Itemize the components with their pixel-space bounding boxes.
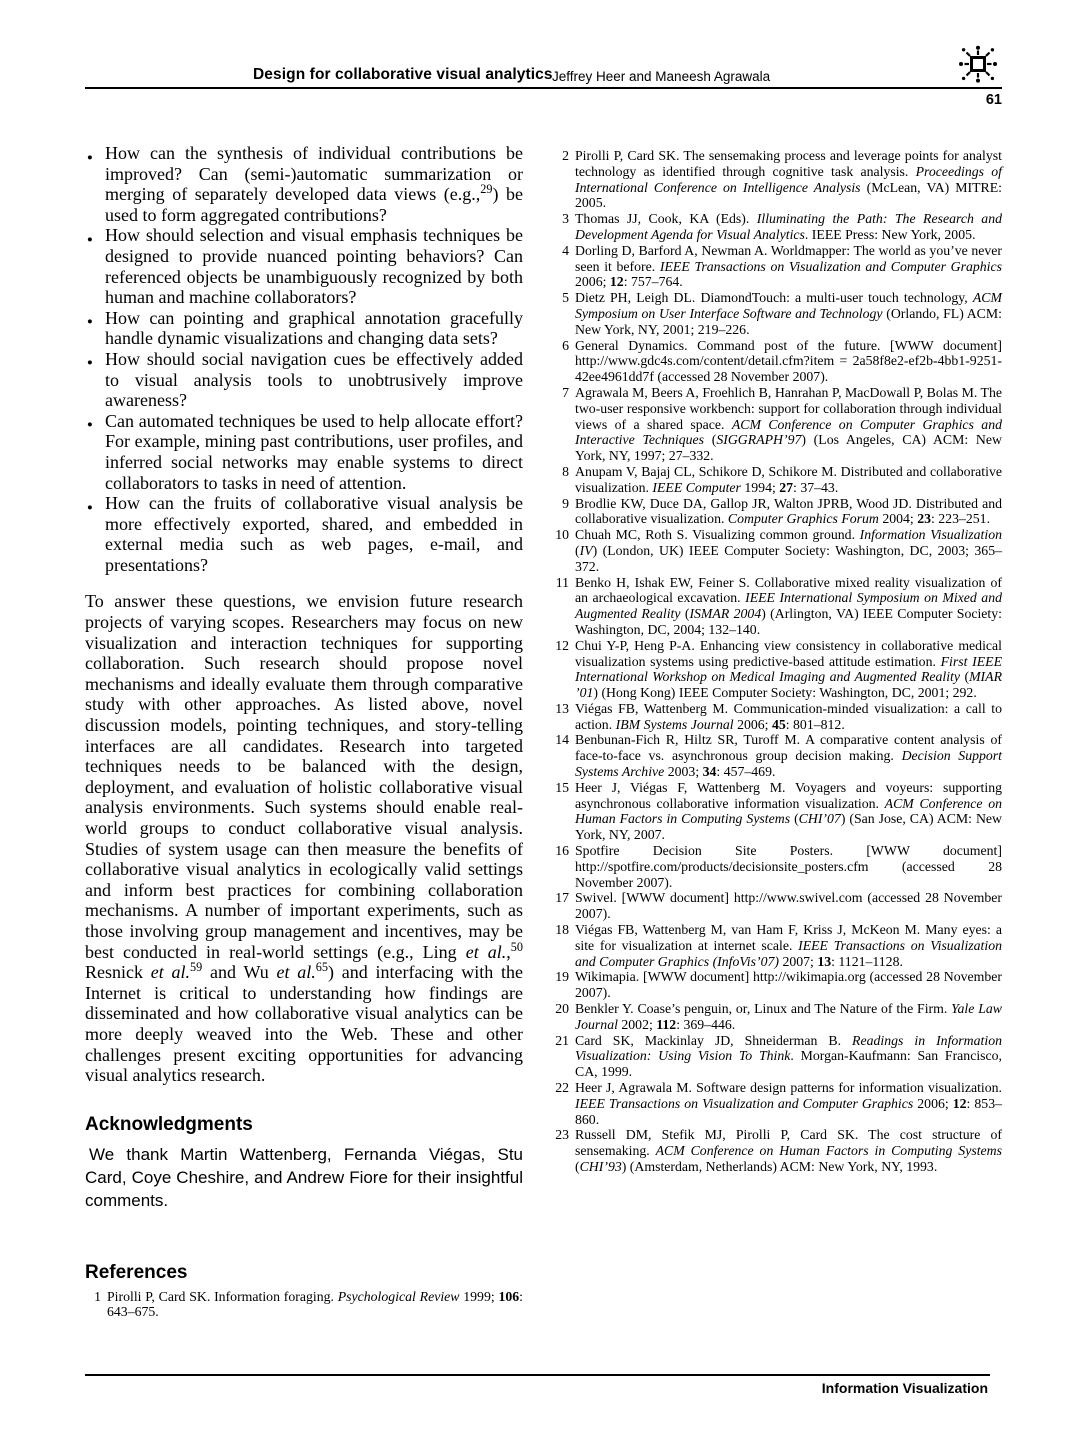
reference-number: 15 — [555, 779, 569, 795]
reference-item — [553, 1001, 1002, 1033]
reference-text: General Dynamics. Command post of the future. [WWW document] http://www.gdc4s.com/content/detail.cfm?item = 2a58f8e2-ef2b-4bb1-9251-42ee4961dd7f (accessed 28 November 2007). — [575, 337, 1002, 385]
reference-number: 19 — [555, 969, 569, 985]
reference-item — [553, 211, 1002, 243]
reference-item — [553, 496, 1002, 528]
reference-item — [553, 969, 1002, 1001]
reference-item — [85, 1289, 523, 1321]
reference-number: 18 — [555, 922, 569, 938]
reference-text: Heer J, Viégas F, Wattenberg M. Voyagers and voyeurs: supporting asynchronous collaborative information visualization. ACM Conference on Human Factors in Computing Systems (CHI’07) (San Jose, CA) ACM: New York, NY, 2007. — [575, 779, 1003, 843]
bullet-text: How should social navigation cues be effectively added to visual analysis tools to unobtrusively improve awareness? — [105, 348, 523, 411]
reference-text: Heer J, Agrawala M. Software design patterns for information visualization. IEEE Transactions on Visualization and Computer Graphics 2006; 12: 853–860. — [575, 1080, 1002, 1127]
reference-text: Thomas JJ, Cook, KA (Eds). Illuminating the Path: The Research and Development Agenda for Visual Analytics. IEEE Press: New York, 2005. — [575, 211, 1003, 242]
reference-text: Benkler Y. Coase’s penguin, or, Linux and The Nature of the Firm. Yale Law Journal 2002; 112: 369–446. — [575, 1001, 1002, 1032]
reference-item — [553, 385, 1002, 464]
bullet-text: How should selection and visual emphasis techniques be designed to provide nuanced pointing behaviors? Can referenced objects be unambiguously recognized by both human and machine collaborators? — [105, 225, 523, 308]
reference-item — [553, 527, 1002, 574]
running-head-authors: Jeffrey Heer and Maneesh Agrawala — [552, 69, 771, 84]
reference-number: 17 — [555, 890, 569, 906]
question-bullet-item — [85, 493, 523, 575]
reference-number: 11 — [555, 574, 569, 590]
reference-item — [553, 464, 1002, 496]
reference-text: Anupam V, Bajaj CL, Schikore D, Schikore M. Distributed and collaborative visualization. IEEE Computer 1994; 27: 37–43. — [575, 463, 1002, 495]
reference-item — [553, 843, 1002, 890]
reference-text: Chuah MC, Roth S. Visualizing common ground. Information Visualization (IV) (London, UK) IEEE Computer Society: Washington, DC, 2003; 365–372. — [575, 527, 1003, 574]
acknowledgments-heading: Acknowledgments — [85, 1113, 253, 1135]
question-bullet-item — [85, 411, 523, 493]
references-list-left — [85, 1289, 523, 1321]
journal-name: Information Visualization — [821, 1380, 988, 1396]
reference-item — [553, 732, 1002, 779]
header-rule — [85, 87, 1002, 89]
page-number: 61 — [985, 92, 1002, 108]
footer-rule — [85, 1374, 990, 1376]
reference-text: Spotfire Decision Site Posters. [WWW document] http://spotfire.com/products/decisionsite_posters.cfm (accessed 28 November 2007). — [575, 843, 1002, 890]
reference-text: Russell DM, Stefik MJ, Pirolli P, Card SK. The cost structure of sensemaking. ACM Conference on Human Factors in Computing Systems (CHI’93) (Amsterdam, Netherlands) ACM: New York, NY, 1993. — [575, 1127, 1002, 1174]
bullet-text: How can the synthesis of individual contributions be improved? Can (semi-)automatic summarization or merging of separately developed data views (e.g.,$^{29}$) be used to form aggregated contributions? — [105, 143, 524, 225]
question-bullet-item — [85, 308, 523, 349]
question-bullet-item — [85, 349, 523, 411]
reference-number: 20 — [555, 1001, 569, 1017]
reference-text: Chui Y-P, Heng P-A. Enhancing view consistency in collaborative medical visualization systems using predictive-based attitude estimation. First IEEE International Workshop on Medical Imaging and Augmented Reality (MIAR ’01) (Hong Kong) IEEE Computer Society: Washington, DC, 2001; 292. — [575, 637, 1003, 701]
reference-item — [553, 701, 1002, 733]
reference-text: Dorling D, Barford A, Newman A. Worldmapper: The world as you’ve never seen it before. IEEE Transactions on Visualization and Computer Graphics 2006; 12: 757–764. — [575, 242, 1002, 290]
reference-number: 1 — [94, 1288, 101, 1304]
reference-number: 10 — [555, 527, 569, 543]
references-heading: References — [85, 1261, 188, 1283]
reference-text: Benbunan-Fich R, Hiltz SR, Turoff M. A comparative content analysis of face-to-face vs. asynchronous group decision making. Decision Support Systems Archive 2003; 34: 457–469. — [575, 732, 1003, 780]
references-list-right — [553, 148, 1002, 1175]
reference-item — [553, 780, 1002, 843]
bullet-text: How can the fruits of collaborative visual analysis be more effectively exported, shared, and embedded in external media such as web pages, e-mail, and presentations? — [105, 493, 523, 575]
reference-number: 12 — [555, 637, 569, 653]
question-bullet-item — [85, 143, 523, 225]
reference-text: Dietz PH, Leigh DL. DiamondTouch: a multi-user touch technology, ACM Symposium on User Interface Software and Technology (Orlando, FL) ACM: New York, NY, 2001; 219–226. — [575, 290, 1002, 337]
reference-text: Pirolli P, Card SK. Information foraging. Psychological Review 1999; 106: 643–675. — [107, 1288, 523, 1320]
reference-text: Card SK, Mackinlay JD, Shneiderman B. Readings in Information Visualization: Using Vision To Think. Morgan-Kaufmann: San Francisco, CA, 1999. — [575, 1032, 1003, 1080]
reference-text: Viégas FB, Wattenberg M. Communication-minded visualization: a call to action. IBM Systems Journal 2006; 45: 801–812. — [575, 700, 1002, 732]
reference-item — [553, 338, 1002, 385]
body-paragraph: To answer these questions, we envision future research projects of varying scopes. Researchers may focus on new visualization and interaction techniques for supporting collaboration. Such research should propose novel mechanisms and ideally evaluate them through comparative study with other approaches. As listed above, novel discussion models, pointing techniques, and story-telling interfaces are all candidates. Research into targeted techniques needs to be balanced with the design, deployment, and evaluation of holistic collaborative visual analysis environments. Such systems should enable real-world groups to conduct collaborative visual analysis. Studies of system usage can then measure the benefits of collaborative visual analytics in ecologically valid settings and inform best practices for combining collaboration mechanisms. A number of important experiments, such as those involving group management and incentives, may be best conducted in real-world settings (e.g., Ling et al.,$^{50}$ Resnick et al.$^{59}$ and Wu et al.$^{65}$) and interfacing with the Internet is critical to understanding how findings are disseminated and how collaborative visual analytics can be more deeply weaved into the Web. These and other challenges present exciting opportunities for advancing visual analytics research. — [85, 591, 523, 1086]
reference-item — [553, 243, 1002, 290]
reference-number: 9 — [562, 495, 569, 511]
research-question-list — [85, 143, 523, 575]
bullet-text: Can automated techniques be used to help allocate effort? For example, mining past contributions, user profiles, and inferred social networks may enable systems to direct collaborators to tasks in need of attention. — [105, 410, 523, 493]
journal-starburst-logo-icon — [956, 45, 1000, 89]
reference-number: 14 — [555, 732, 569, 748]
reference-text: Brodlie KW, Duce DA, Gallop JR, Walton JPRB, Wood JD. Distributed and collaborative visualization. Computer Graphics Forum 2004; 23: 223–251. — [575, 495, 1002, 527]
bullet-text: How can pointing and graphical annotation gracefully handle dynamic visualizations and changing data sets? — [105, 307, 523, 349]
reference-item — [553, 1127, 1002, 1174]
content-columns — [85, 143, 1002, 1320]
running-head-title: Design for collaborative visual analytics — [253, 66, 553, 83]
reference-item — [553, 890, 1002, 922]
reference-text: Swivel. [WWW document] http://www.swivel.com (accessed 28 November 2007). — [575, 890, 1002, 922]
reference-item — [553, 638, 1002, 701]
reference-item — [553, 148, 1002, 211]
reference-number: 3 — [562, 211, 569, 227]
reference-number: 23 — [555, 1127, 569, 1143]
reference-number: 7 — [562, 384, 569, 400]
reference-item — [553, 575, 1002, 638]
reference-text: Pirolli P, Card SK. The sensemaking process and leverage points for analyst technology as identified through cognitive task analysis. Proceedings of International Conference on Intelligence Analysis (McLean, VA) MITRE: 2005. — [575, 148, 1003, 211]
reference-number: 16 — [555, 843, 569, 859]
reference-text: Agrawala M, Beers A, Froehlich B, Hanrahan P, MacDowall P, Bolas M. The two-user responsive workbench: support for collaboration through individual views of a shared space. ACM Conference on Computer Graphics and Interactive Techniques (SIGGRAPH’97) (Los Angeles, CA) ACM: New York, NY, 1997; 27–332. — [575, 384, 1002, 464]
reference-number: 13 — [555, 700, 569, 716]
reference-item — [553, 1080, 1002, 1127]
acknowledgments-text: We thank Martin Wattenberg, Fernanda Viégas, Stu Card, Coye Cheshire, and Andrew Fiore for their insightful comments. — [85, 1144, 523, 1210]
reference-number: 6 — [562, 337, 569, 353]
reference-number: 8 — [562, 463, 569, 479]
reference-item — [553, 290, 1002, 337]
reference-number: 21 — [555, 1032, 569, 1048]
question-bullet-item — [85, 225, 523, 307]
reference-item — [553, 922, 1002, 969]
reference-item — [553, 1033, 1002, 1080]
reference-number: 4 — [562, 242, 569, 258]
reference-number: 22 — [555, 1080, 569, 1096]
reference-number: 5 — [562, 290, 569, 306]
reference-text: Benko H, Ishak EW, Feiner S. Collaborative mixed reality visualization of an archaeological excavation. IEEE International Symposium on Mixed and Augmented Reality (ISMAR 2004) (Arlington, VA) IEEE Computer Society: Washington, DC, 2004; 132–140. — [575, 574, 1002, 637]
reference-text: Viégas FB, Wattenberg M, van Ham F, Kriss J, McKeon M. Many eyes: a site for visualization at internet scale. IEEE Transactions on Visualization and Computer Graphics (InfoVis’07) 2007; 13: 1121–1128. — [575, 922, 1003, 969]
reference-number: 2 — [562, 148, 569, 163]
reference-text: Wikimapia. [WWW document] http://wikimapia.org (accessed 28 November 2007). — [575, 969, 1002, 1001]
right-column — [553, 143, 1002, 1320]
left-column — [85, 143, 523, 1320]
